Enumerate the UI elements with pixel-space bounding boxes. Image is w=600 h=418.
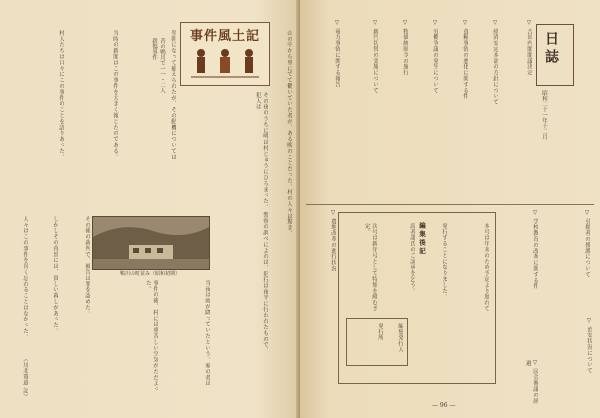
left-text-col-11: 人々はこの事件を長く忘れることはなかった。 [22,216,28,340]
editor-line-2: 発行することになりました。 [441,223,447,300]
photo [92,216,210,270]
left-text-col-6: 警察の調べによれば、犯行は夜半に行われたもので、 [262,212,268,354]
colophon-line-2: 発行所 [377,323,383,341]
left-text-col-10: しかしその背景には、貧しい暮しがあった。 [52,216,58,334]
left-text-col-1: 山の中から里にでて働いていた者が、ある晩のことだった。村の人々は驚き、 [286,30,292,237]
left-text-col-7: 当夜は雨が降っていたという。家の者は [204,280,210,387]
left-text-col-2: その夜のうちに噂は村じゅうにひろまった。犯人は [254,92,268,210]
diary-entry-5: ▽ 物価統制令の施行 [402,20,408,76]
left-text-col-8: 事件の後、村には重苦しい空気がただよった。 [144,280,158,393]
diary-entry-11: ▽ 治安状況について [586,318,592,374]
editor-line-3: 読者諸氏のご諒承を乞う。 [409,223,415,294]
left-text-col-5: 村人たちは口々にこの事件のことを語りあった。 [58,30,64,160]
diary-entry-9: ▽ 学校教育の改革に関する件 [532,210,538,290]
diary-entry-2: ▽ 経済安定本部の方針について [492,20,498,106]
colophon-box [346,318,408,366]
left-text-col-4: 当時の新聞はこの事件を大きく報じたのである。 [112,30,118,160]
illustration-figures-icon [187,45,263,81]
photo-scene-icon [93,217,209,269]
left-text-col-3: 翌朝になって捕えられたが、その動機については [170,30,176,160]
title-subtitle: 昔の鴨川で一一・二人殺傷事件 [151,38,165,93]
diary-entry-4: ▽ 労働争議の発生について [432,20,438,94]
diary-entry-8: ▽ 引揚者の援護について [584,210,590,278]
photo-caption: 鴨川の町並み（昭和初期） [119,271,180,277]
editor-line-1: 本号は年末のため予定より遅れて [483,223,489,312]
title-block [180,22,270,86]
diary-entry-1: ▽ 吉田内閣閣議決定 [526,20,532,76]
nisshi-box [536,24,574,86]
editor-title: 編集後記 [418,222,426,256]
diary-entry-6: ▽ 新円切替の実施について [372,20,378,94]
page-number: — 96 — [432,402,456,409]
section-divider [306,204,594,205]
diary-entry-10: ▽ 農地改革の進行状況 [330,210,336,272]
diary-entry-12: ▽ 国会審議の経過 [524,360,538,404]
left-bottom-note: （川北寛道 記） [22,356,28,400]
diary-entry-3: ▽ 食糧事情の悪化に関する件 [462,20,468,100]
editor-line-4: 次号は新年号として特集を組む予定。 [363,223,377,312]
page-title: 事件風土記 [189,29,260,44]
diary-entry-7: ▽ 電力事情に関する報告 [334,20,340,88]
date-label: 昭和二十一年十二月 [541,90,547,140]
left-text-col-9: その後の裁判で、被告は罪を認めた。 [84,216,90,317]
colophon-line-1: 編集発行人 [397,323,403,353]
section-title: 日誌 [543,31,559,67]
